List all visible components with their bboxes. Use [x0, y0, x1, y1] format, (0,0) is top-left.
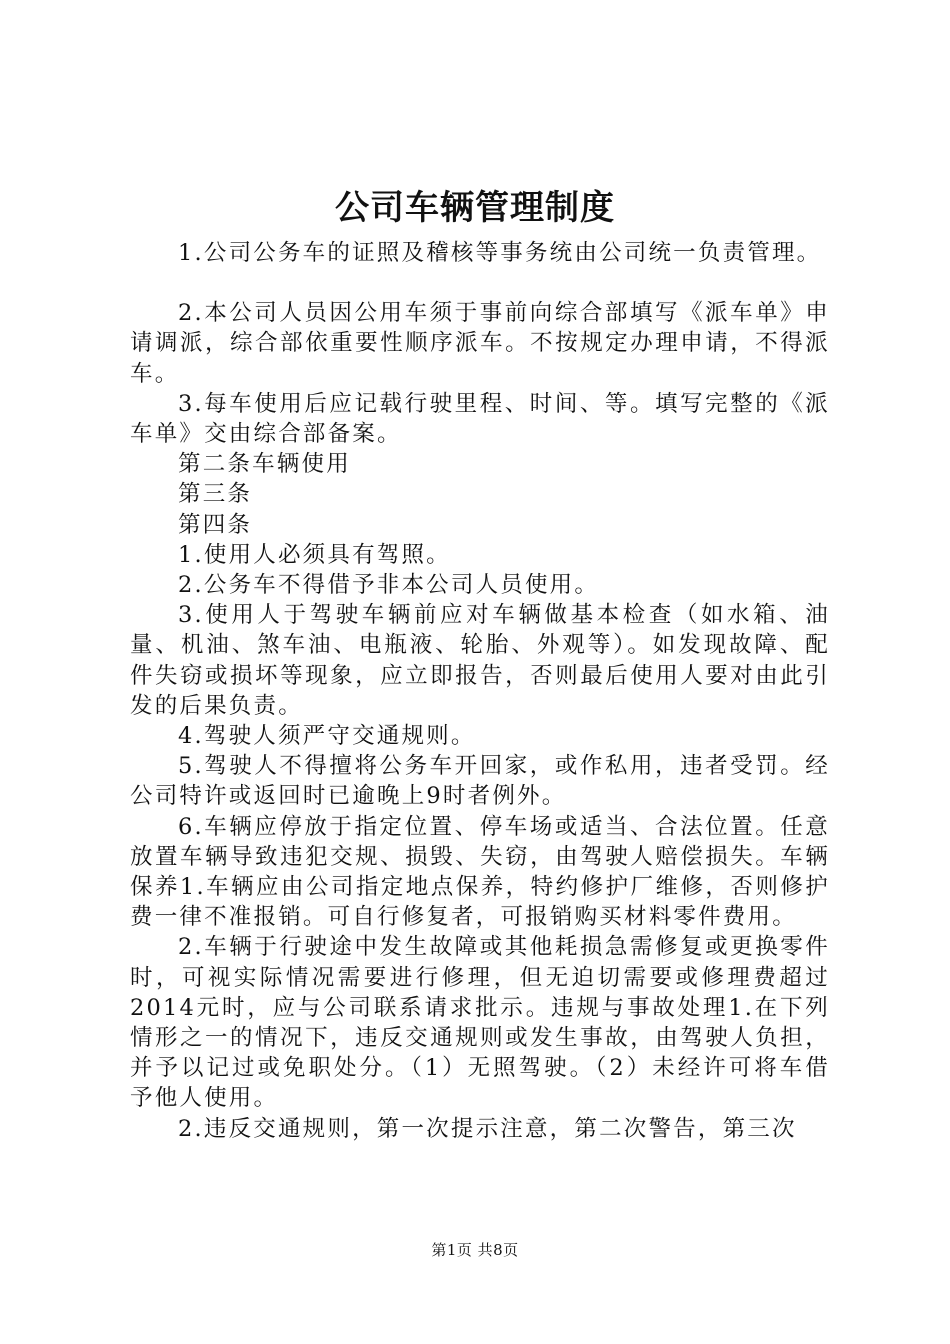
paragraph: 5.驾驶人不得擅将公务车开回家，或作私用，违者受罚。经公司特许或返回时已逾晚上9时者例外。: [130, 753, 830, 810]
paragraph: 4.驾驶人须严守交通规则。: [178, 723, 476, 750]
paragraph: 2.违反交通规则，第一次提示注意，第二次警告，第三次: [178, 1115, 797, 1142]
section-heading: 第三条: [178, 481, 253, 508]
section-heading: 第二条车辆使用: [178, 451, 351, 478]
paragraph: 2.车辆于行驶途中发生故障或其他耗损急需修复或更换零件时，可视实际情况需要进行修理，但无迫切需要或修理费超过2014元时，应与公司联系请求批示。违规与事故处理1.在下列情形之一的情况下，违反交通规则或发生事故，由驾驶人负担，并予以记过或免职处分。（1）无照驾驶。（2）未经许可将车借予他人使用。: [130, 934, 830, 1112]
paragraph: 3.使用人于驾驶车辆前应对车辆做基本检查（如水箱、油量、机油、煞车油、电瓶液、轮胎、外观等）。如发现故障、配件失窃或损坏等现象，应立即报告，否则最后使用人要对由此引发的后果负责。: [130, 602, 830, 719]
paragraph: 2.公务车不得借予非本公司人员使用。: [178, 572, 600, 599]
document-title: 公司车辆管理制度: [335, 188, 615, 228]
section-heading: 第四条: [178, 511, 253, 538]
paragraph: 1.使用人必须具有驾照。: [178, 541, 451, 568]
paragraph: 2.本公司人员因公用车须于事前向综合部填写《派车单》申请调派，综合部依重要性顺序派车。不按规定办理申请，不得派车。: [130, 300, 830, 387]
paragraph: 1.公司公务车的证照及稽核等事务统由公司统一负责管理。: [178, 240, 822, 266]
page-footer: 第1页 共8页: [431, 1241, 519, 1259]
paragraph: 3.每车使用后应记载行驶里程、时间、等。填写完整的《派车单》交由综合部备案。: [130, 390, 830, 448]
paragraph: 6.车辆应停放于指定位置、停车场或适当、合法位置。任意放置车辆导致违犯交规、损毁、失窃，由驾驶人赔偿损失。车辆保养1.车辆应由公司指定地点保养，特约修护厂维修，否则修护费一律不准报销。可自行修复者，可报销购买材料零件费用。: [130, 813, 830, 931]
document-body: [130, 238, 830, 1144]
